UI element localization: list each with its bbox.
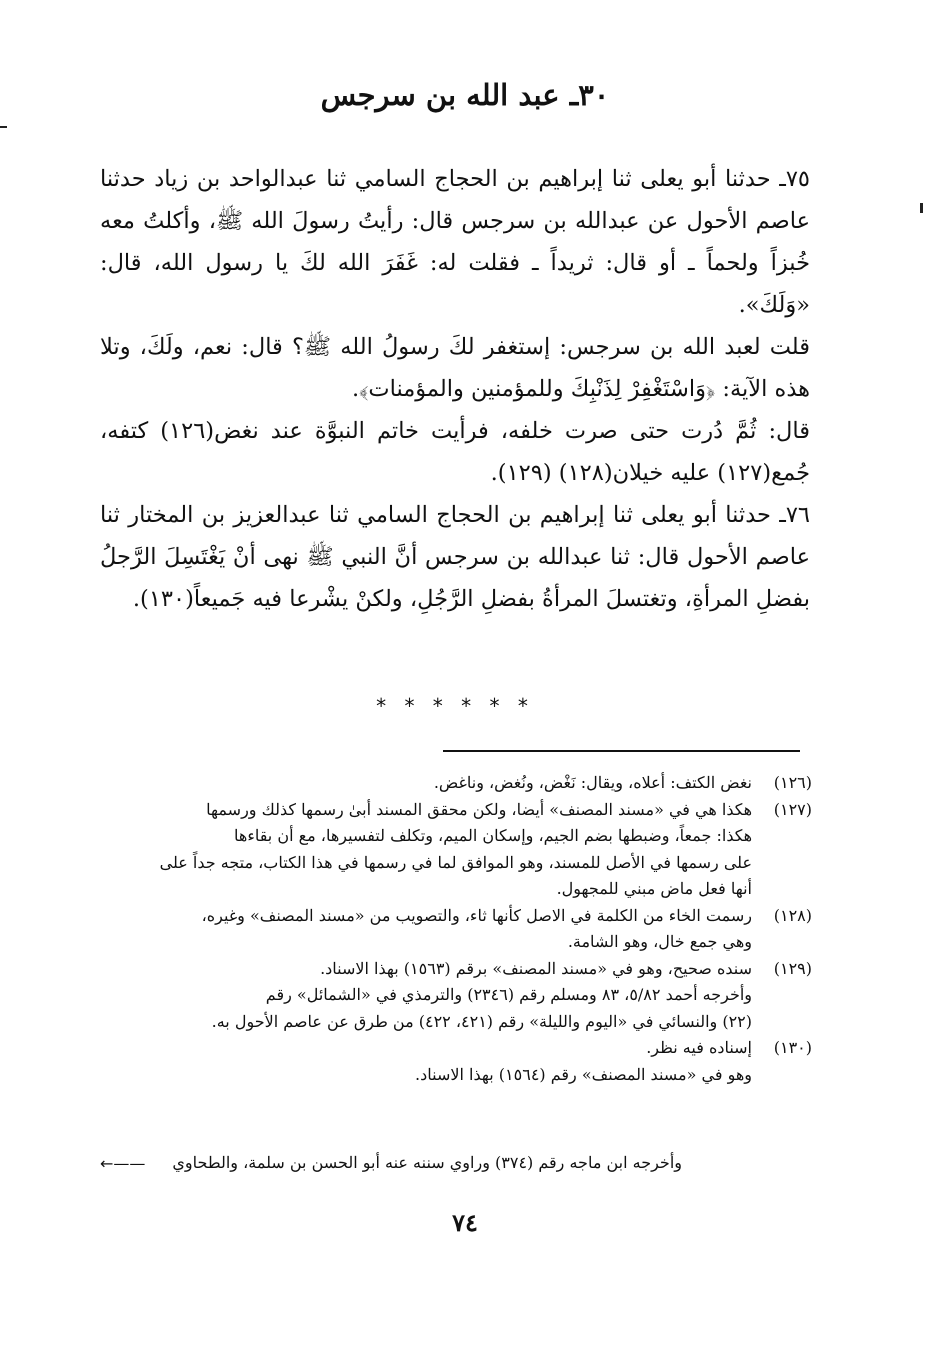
hadith-paragraph <box>100 494 810 620</box>
text-line: زياد حدثنا عاصم الأحول عن عبدالله بن سرجس قال: <box>100 166 811 234</box>
footnote-divider <box>443 750 800 752</box>
footnote <box>100 903 812 956</box>
footnote-line: على رسمها في الأصل للمسند، وهو الموافق لما في رسمها في هذا الكتاب، متجه جداً على <box>159 852 752 872</box>
section-separator: * * * * * * <box>376 694 534 718</box>
footnote-number: (١٢٦) <box>773 773 812 792</box>
page-number: ٧٤ <box>452 1208 478 1237</box>
footnote-number: (١٢٩) <box>773 958 812 978</box>
footnote-line: أنها فعل ماض مبني للمجهول. <box>556 879 752 898</box>
scan-edge-mark <box>920 203 923 213</box>
footnote-line: وأخرجه أحمد ٥/٨٢، ٨٣ ومسلم رقم (٢٣٤٦) والترمذي في «الشمائل» رقم <box>265 985 752 1004</box>
hadith-paragraph <box>100 158 810 326</box>
hadith-paragraph <box>100 410 810 494</box>
footnote-line: (٢٢) والنسائي في «اليوم والليلة» رقم (٤٢١، ٤٢٢) من طرق عن عاصم الأحول به. <box>211 1011 752 1031</box>
footnotes <box>100 770 812 1088</box>
footnote-number: (١٢٧) <box>773 799 812 819</box>
text-line: غَفَرَ الله لكَ يا رسول الله، قال: «وَلَكَ». <box>100 250 810 318</box>
footnote <box>100 797 812 903</box>
hadith-paragraph <box>100 326 810 410</box>
footnote-line: إسناده فيه نظر. <box>646 1038 752 1057</box>
text-line: ٧٥ـ حدثنا أبو يعلى ثنا إبراهيم بن الحجاج السامي ثنا عبدالواحد بن <box>196 166 810 192</box>
footnote-line: نغض الكتف: أعلاه، ويقال: نَغْض، ونُغض، وناغض. <box>433 773 752 792</box>
chapter-title: ٣٠ـ عبد الله بن سرجس <box>320 78 610 112</box>
text-line: ٧٦ـ حدثنا أبو يعلى ثنا إبراهيم بن الحجاج السامي ثنا عبدالعزيز بن <box>201 502 810 528</box>
text-line: المختار ثنا عاصم الأحول قال: ثنا عبدالله بن سرجس أنَّ النبي ﷺ نهى أنْ <box>100 502 810 570</box>
hadith-text <box>100 158 810 620</box>
text-line: رأيتُ رسولَ الله ﷺ، وأكلتُ معه خُبزاً ولحماً ـ أو قال: ثريداً ـ فقلت له: <box>100 208 810 276</box>
footnote <box>100 1035 812 1088</box>
footnote-line: رسمت الخاء من الكلمة في الاصل كأنها ثاء، والتصويب من «مسند المصنف» وغيره، <box>201 905 752 925</box>
text-line: قلت لعبد الله بن سرجس: إستغفر لكَ رسولُ الله ﷺ؟ قال: نعم، <box>192 334 810 360</box>
footnote-line: هكذا هي في «مسند المصنف» أيضا، ولكن محقق المسند أبىٰ رسمها كذلك ورسمها <box>206 799 752 819</box>
footnote-line: هكذا: جمعاً، وضبطها بضم الجيم، وإسكان الميم، وتكلف لتفسيرها، مع أن بقاءها <box>234 826 752 845</box>
text-line: يَغْتَسِلَ الرَّجلُ بفضلِ المرأةِ، وتغتسلَ المرأةُ بفضلِ الرَّجُلِ، ولكنْ يشْرعا فيه <box>100 544 810 612</box>
text-line: قال: ثُمَّ دُرت حتى صرت خلفه، فرأيت خاتم النبوَّة عند نغض(١٢٦) <box>160 418 810 444</box>
scan-edge-mark <box>0 126 7 128</box>
footnote-continuation: وأخرجه ابن ماجه رقم (٣٧٤) وراوي سننه عنه أبو الحسن بن سلمة، والطحاوي <box>172 1153 682 1172</box>
footnote-line: سنده صحيح، وهو في «مسند المصنف» برقم (١٥٦٣) بهذا الاسناد. <box>320 958 752 978</box>
footnote-number: (١٢٨) <box>773 905 812 925</box>
footnote-line: وهو في «مسند المصنف» رقم (١٥٦٤) بهذا الاسناد. <box>415 1064 752 1084</box>
continuation-arrow-icon: ←—— <box>100 1154 146 1173</box>
text-line: جَميعاً(١٣٠). <box>132 586 246 612</box>
text-line: كتفه، جُمع(١٢٧) عليه خيلان(١٢٨) (١٢٩). <box>100 418 810 486</box>
footnote <box>100 956 812 1036</box>
footnote-number: (١٣٠) <box>773 1038 812 1057</box>
text-line: ولَكَ، وتلا هذه الآية: ﴿وَاسْتَغْفِرْ لِذَنْبِكَ وللمؤمنين والمؤمنات﴾. <box>100 334 810 402</box>
footnote-line: وهي جمع خال، وهو الشامة. <box>567 932 752 951</box>
footnote <box>100 770 812 797</box>
